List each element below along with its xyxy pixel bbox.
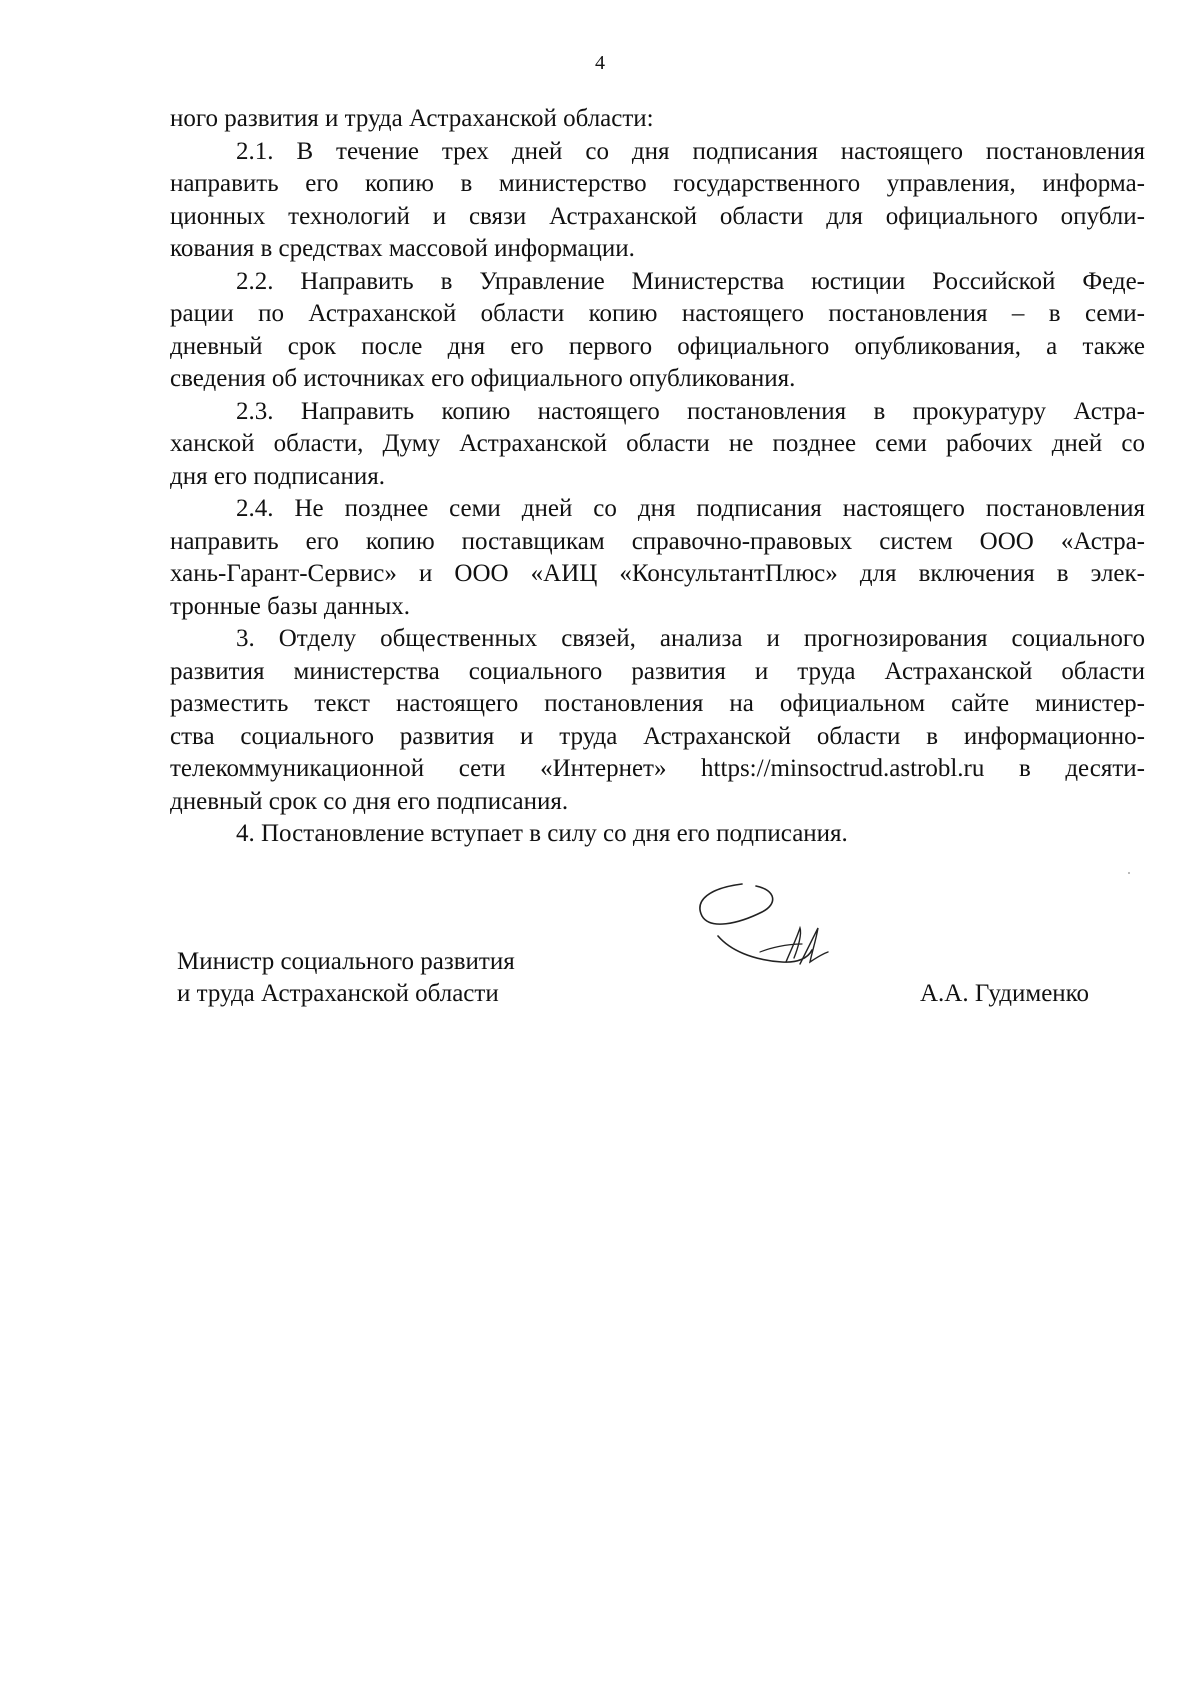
text-line: хань-Гарант-Сервис» и ООО «АИЦ «КонсультантПлюс» для включения в элек- — [170, 560, 1145, 587]
scan-artifact — [1128, 872, 1130, 874]
paragraph-2-3 — [170, 396, 1145, 494]
text-line: 2.2. Направить в Управление Министерства юстиции Российской Феде- — [236, 267, 1145, 295]
text-line: направить его копию поставщикам справочно-правовых систем ООО «Астра- — [170, 527, 1145, 555]
text-line: 4. Постановление вступает в силу со дня его подписания. — [236, 820, 848, 847]
text-line: 2.3. Направить копию настоящего постановления в прокуратуру Астра- — [236, 397, 1145, 425]
text-line: 3. Отделу общественных связей, анализа и прогнозирования социального — [236, 625, 1145, 652]
signer-name: А.А. Гудименко — [920, 980, 1090, 1007]
signature-title — [177, 946, 515, 1010]
text-line: дневный срок после дня его первого официального опубликования, а также — [170, 332, 1145, 360]
text-line: ного развития и труда Астраханской области: — [170, 105, 654, 132]
paragraph-4 — [170, 818, 1145, 851]
paragraph-2-2 — [170, 266, 1145, 396]
text-line: 2.1. В течение трех дней со дня подписания настоящего постановления — [236, 137, 1145, 165]
paragraph-continuation — [170, 103, 1145, 136]
text-line: ционных технологий и связи Астраханской области для официального опубли- — [170, 202, 1145, 230]
text-line: телекоммуникационной сети «Интернет» https://minsoctrud.astrobl.ru в десяти- — [170, 755, 1145, 782]
text-line: рации по Астраханской области копию настоящего постановления – в семи- — [170, 300, 1145, 327]
text-line: направить его копию в министерство государственного управления, информа- — [170, 170, 1145, 197]
handwritten-signature — [690, 878, 860, 988]
text-line: ханской области, Думу Астраханской области не позднее семи рабочих дней со — [170, 430, 1145, 457]
text-line: разместить текст настоящего постановления на официальном сайте министер- — [170, 690, 1145, 717]
text-line: кования в средствах массовой информации. — [170, 235, 635, 262]
document-body — [170, 103, 1145, 851]
signature-title-line: Министр социального развития — [177, 948, 515, 975]
text-line: дня его подписания. — [170, 462, 385, 490]
signature-title-line: и труда Астраханской области — [177, 980, 499, 1007]
text-line: развития министерства социального развития и труда Астраханской области — [170, 657, 1145, 685]
text-line: ства социального развития и труда Астраханской области в информационно- — [170, 722, 1145, 750]
text-line: тронные базы данных. — [170, 592, 410, 620]
page-number: 4 — [595, 52, 605, 74]
text-line: дневный срок со дня его подписания. — [170, 787, 569, 815]
text-line: сведения об источниках его официального опубликования. — [170, 365, 796, 392]
text-line: 2.4. Не позднее семи дней со дня подписания настоящего постановления — [236, 495, 1145, 522]
paragraph-2-4 — [170, 493, 1145, 623]
paragraph-2-1 — [170, 136, 1145, 266]
paragraph-3 — [170, 623, 1145, 818]
